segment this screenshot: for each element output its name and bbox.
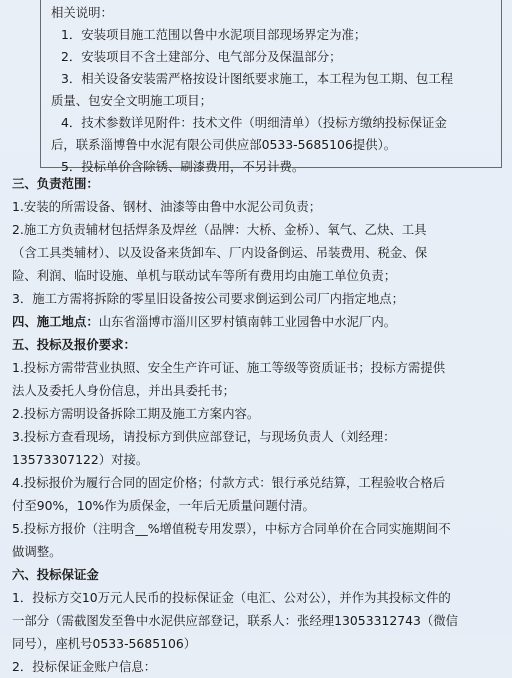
notes-box — [40, 0, 502, 174]
section-6-heading: 六、投标保证金 — [12, 567, 99, 582]
section-5-item-4-line-2: 付至90%，10%作为质保金，一年后无质量问题付清。 — [12, 498, 315, 513]
section-3-item-3: 3．施工方需将拆除的零星旧设备按公司要求倒运到公司厂内指定地点； — [12, 291, 404, 306]
section-5-item-1-line-2: 法人及委托人身份信息，并出具委托书； — [12, 383, 236, 398]
section-5-heading: 五、投标及报价要求： — [12, 337, 136, 352]
section-3-item-2-line-1: 2.施工方负责辅材包括焊条及焊丝（品牌：大桥、金桥）、氧气、乙炔、工具 — [12, 222, 427, 237]
section-6-item-2: 2．投标保证金账户信息： — [12, 659, 157, 674]
section-4-text: 山东省淄博市淄川区罗村镇南韩工业园鲁中水泥厂内。 — [98, 314, 397, 329]
section-5-item-2: 2.投标方需明设备拆除工期及施工方案内容。 — [12, 406, 260, 421]
section-3-heading: 三、负责范围： — [12, 176, 99, 191]
notes-item-1: 1．安装项目施工范围以鲁中水泥项目部现场界定为准； — [61, 27, 367, 42]
notes-item-3-line-1: 3．相关设备安装需严格按设计图纸要求施工，本工程为包工期、包工程 — [61, 71, 453, 86]
section-5-item-3-line-1: 3.投标方查看现场，请投标方到供应部登记，与现场负责人（刘经理： — [12, 429, 396, 444]
notes-item-4-line-1: 4．技术参数详见附件：技术文件（明细清单）（投标方缴纳投标保证金 — [61, 115, 447, 130]
notes-item-5: 5．投标单价含除锈、刷漆费用，不另计费。 — [61, 159, 305, 174]
section-5-item-1-line-1: 1.投标方需带营业执照、安全生产许可证、施工等级等资质证书；投标方需提供 — [12, 360, 446, 375]
section-6-item-1-line-1: 1．投标方交10万元人民币的投标保证金（电汇、公对公），并作为其投标文件的 — [12, 590, 451, 605]
section-4-heading: 四、施工地点： — [12, 314, 99, 329]
body-text — [0, 172, 512, 678]
section-5-item-4-line-1: 4.投标报价为履行合同的固定价格；付款方式：银行承兑结算，工程验收合格后 — [12, 475, 446, 490]
section-6-item-1-line-3: 同号），座机号0533-5685106） — [12, 636, 197, 651]
section-5-item-5-line-2: 做调整。 — [12, 544, 62, 559]
section-4 — [12, 310, 500, 333]
notes-item-3-line-2: 质量、包安全文明施工项目； — [51, 93, 213, 108]
section-6-item-1-line-2: 一部分（需截图发至鲁中水泥供应部登记，联系人：张经理13053312743（微信 — [12, 613, 459, 628]
section-3-item-2-line-2: （含工具类辅材）、以及设备来货卸车、厂内设备倒运、吊装费用、税金、保 — [12, 245, 428, 260]
notes-item-2: 2．安装项目不含土建部分、电气部分及保温部分； — [61, 49, 342, 64]
notes-heading: 相关说明： — [51, 5, 113, 20]
notes-item-4-line-2: 后，联系淄博鲁中水泥有限公司供应部0533-5685106提供）。 — [51, 137, 397, 152]
section-3-item-1: 1.安装的所需设备、钢材、油漆等由鲁中水泥公司负责； — [12, 199, 322, 214]
section-5-item-3-line-2: 13573307122）对接。 — [12, 452, 149, 467]
section-3-item-2-line-3: 险、利润、临时设施、单机与联动试车等所有费用均由施工单位负责； — [12, 268, 397, 283]
section-5-item-5-line-1: 5.投标方报价（注明含__%增值税专用发票），中标方合同单价在合同实施期间不 — [12, 521, 451, 536]
